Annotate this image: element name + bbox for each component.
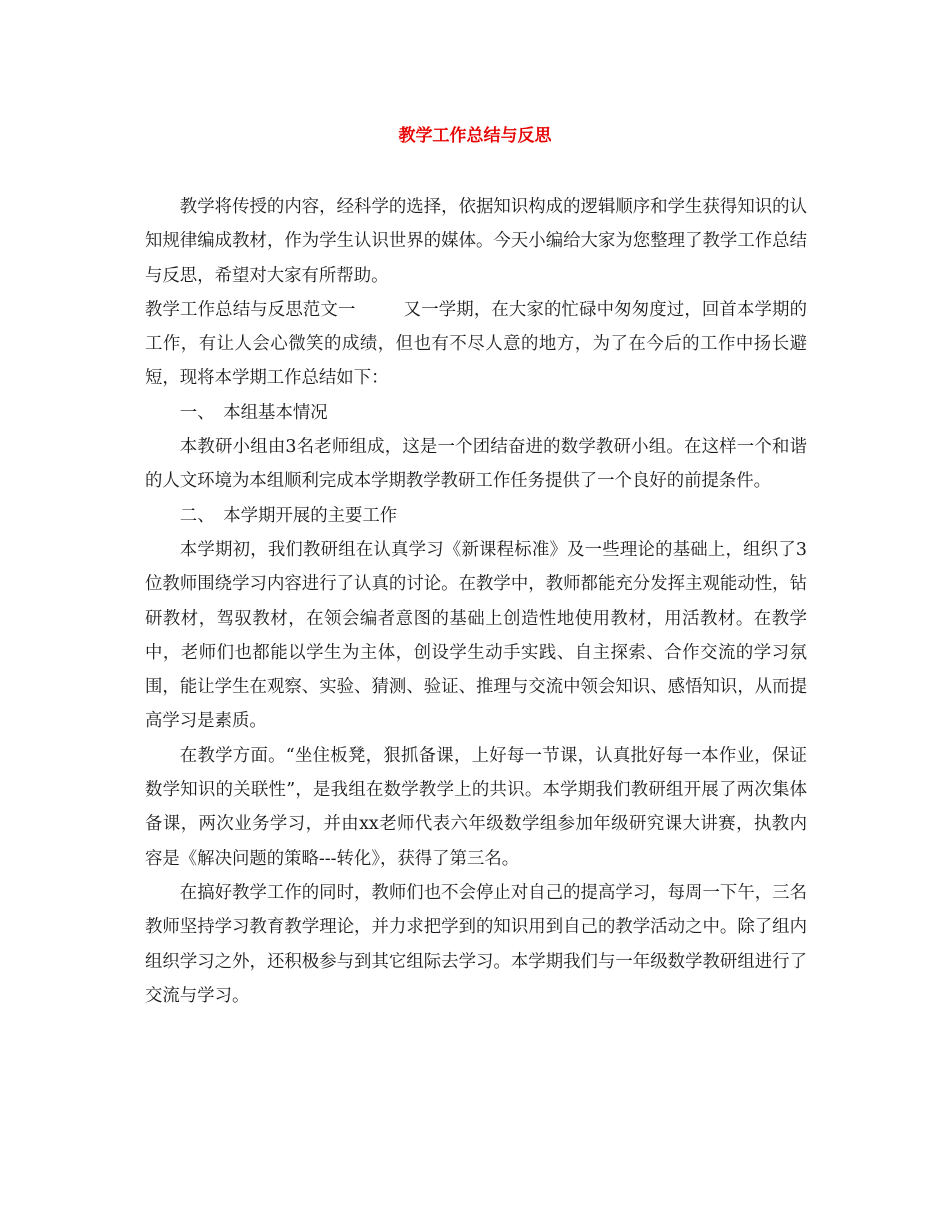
- document-title: 教学工作总结与反思: [398, 126, 552, 146]
- document-body: [145, 190, 807, 1013]
- section-paragraph-2c: 在搞好教学工作的同时，教师们也不会停止对自己的提高学习，每周一下午，三名教师坚持学习教育教学理论，并力求把学到的知识用到自己的教学活动之中。除了组内组织学习之外，还积极参与到其它组际去学习。本学期我们与一年级数学教研组进行了交流与学习。: [145, 882, 807, 1006]
- section-paragraph-2b: 在教学方面。“坐住板凳，狠抓备课，上好每一节课，认真批好每一本作业，保证数学知识的关联性”，是我组在数学教学上的共识。本学期我们教研组开展了两次集体备课，两次业务学习，并由xx老师代表六年级数学组参加年级研究课大讲赛，执教内容是《解决问题的策略---转化》，获得了第三名。: [145, 745, 807, 869]
- section-heading-2: 二、 本学期开展的主要工作: [179, 505, 398, 526]
- section-paragraph-1: 本教研小组由3名老师组成，这是一个团结奋进的数学教研小组。在这样一个和谐的人文环境为本组顺利完成本学期教学教研工作任务提供了一个良好的前提条件。: [145, 437, 807, 492]
- section-heading-1: 一、 本组基本情况: [179, 402, 328, 423]
- sample-text: 又一学期，在大家的忙碌中匆匆度过，回首本学期的工作，有让人会心微笑的成绩，但也有不尽人意的地方，为了在今后的工作中扬长避短，现将本学期工作总结如下：: [145, 299, 807, 389]
- sample-label: 教学工作总结与反思范文一: [145, 299, 356, 320]
- section-paragraph-2a: 本学期初，我们教研组在认真学习《新课程标准》及一些理论的基础上，组织了3位教师围绕学习内容进行了认真的讨论。在教学中，教师都能充分发挥主观能动性，钻研教材，驾驭教材，在领会编者意图的基础上创造性地使用教材，用活教材。在教学中，老师们也都能以学生为主体，创设学生动手实践、自主探索、合作交流的学习氛围，能让学生在观察、实验、猜测、验证、推理与交流中领会知识、感悟知识，从而提高学习是素质。: [145, 539, 807, 732]
- intro-paragraph: 教学将传授的内容，经科学的选择，依据知识构成的逻辑顺序和学生获得知识的认知规律编成教材，作为学生认识世界的媒体。今天小编给大家为您整理了教学工作总结与反思，希望对大家有所帮助。: [145, 197, 807, 286]
- sample-paragraph: [145, 293, 807, 396]
